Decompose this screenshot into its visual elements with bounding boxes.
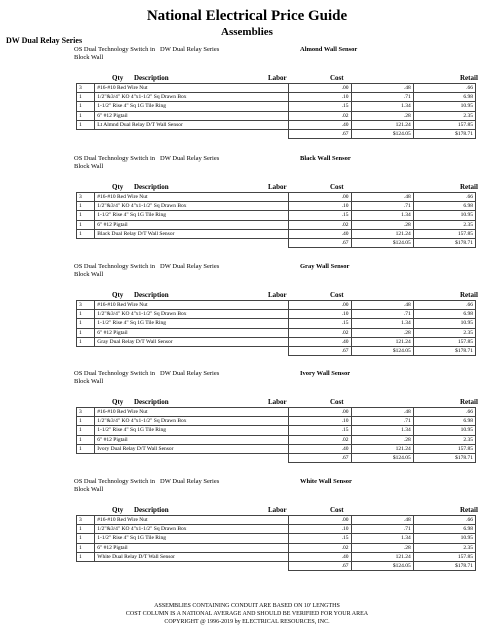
table-row bbox=[77, 301, 476, 310]
cell-labor: .15 bbox=[289, 319, 351, 328]
table-row bbox=[77, 220, 476, 229]
cell-labor: .40 bbox=[289, 337, 351, 346]
cell-cost: 121.24 bbox=[351, 120, 413, 129]
total-cost: $124.05 bbox=[351, 453, 413, 462]
total-labor: .67 bbox=[289, 561, 351, 570]
cell-cost: .28 bbox=[351, 435, 413, 444]
cell-labor: .15 bbox=[289, 534, 351, 543]
total-retail: $178.71 bbox=[413, 129, 475, 138]
cell-retail: 2.35 bbox=[413, 543, 475, 552]
column-header-qty: Qty bbox=[112, 398, 124, 406]
cell-cost: .48 bbox=[351, 408, 413, 417]
cell-cost: .28 bbox=[351, 111, 413, 120]
blank-cell bbox=[77, 238, 95, 247]
blank-cell bbox=[77, 346, 95, 355]
column-header-cost: Cost bbox=[330, 183, 344, 191]
cell-desc: #16-#10 Red Wire Nut bbox=[95, 408, 289, 417]
cell-cost: .71 bbox=[351, 417, 413, 426]
column-header-cost: Cost bbox=[330, 74, 344, 82]
cell-retail: .66 bbox=[413, 193, 475, 202]
cell-qty: 3 bbox=[77, 84, 95, 93]
column-header-cost: Cost bbox=[330, 398, 344, 406]
sensor-label: Ivory Wall Sensor bbox=[300, 370, 351, 377]
cell-qty: 3 bbox=[77, 301, 95, 310]
cell-labor: .00 bbox=[289, 516, 351, 525]
cell-labor: .02 bbox=[289, 111, 351, 120]
cell-cost: .48 bbox=[351, 301, 413, 310]
column-header-description: Description bbox=[134, 291, 169, 299]
column-header-qty: Qty bbox=[112, 183, 124, 191]
column-header-description: Description bbox=[134, 506, 169, 514]
cell-desc: 1/2"&3/4" KO 4"x1-1/2" Sq Drawn Box bbox=[95, 93, 289, 102]
series-label: DW Dual Relay Series bbox=[6, 36, 83, 45]
footer-line-3: COPYRIGHT @ 1996-2019 by ELECTRICAL RESOURCES, INC. bbox=[164, 619, 330, 625]
cell-labor: .02 bbox=[289, 435, 351, 444]
column-header-retail: Retail bbox=[460, 74, 478, 82]
table-row bbox=[77, 229, 476, 238]
relay-label: DW Dual Relay Series bbox=[160, 370, 220, 377]
cell-qty: 1 bbox=[77, 543, 95, 552]
cell-cost: .28 bbox=[351, 328, 413, 337]
total-row bbox=[77, 561, 476, 570]
total-retail: $178.71 bbox=[413, 561, 475, 570]
cell-desc: 1-1/2" Rise 4" Sq 1G Tile Ring bbox=[95, 102, 289, 111]
cell-cost: .48 bbox=[351, 193, 413, 202]
assembly-table bbox=[76, 300, 476, 356]
column-header-description: Description bbox=[134, 398, 169, 406]
table-row bbox=[77, 211, 476, 220]
cell-cost: 121.24 bbox=[351, 337, 413, 346]
cell-qty: 1 bbox=[77, 337, 95, 346]
cell-retail: 6.98 bbox=[413, 93, 475, 102]
table-row bbox=[77, 111, 476, 120]
total-row bbox=[77, 129, 476, 138]
column-header-qty: Qty bbox=[112, 291, 124, 299]
column-header-cost: Cost bbox=[330, 506, 344, 514]
cell-retail: 2.35 bbox=[413, 220, 475, 229]
cell-desc: #16-#10 Red Wire Nut bbox=[95, 84, 289, 93]
cell-labor: .02 bbox=[289, 543, 351, 552]
cell-cost: .71 bbox=[351, 525, 413, 534]
cell-retail: .66 bbox=[413, 301, 475, 310]
cell-qty: 1 bbox=[77, 202, 95, 211]
column-header-labor: Labor bbox=[268, 74, 287, 82]
table-row bbox=[77, 337, 476, 346]
total-cost: $124.05 bbox=[351, 129, 413, 138]
cell-desc: 6" #12 Pigtail bbox=[95, 111, 289, 120]
blank-cell bbox=[77, 129, 95, 138]
cell-retail: 157.85 bbox=[413, 229, 475, 238]
cell-cost: 1.34 bbox=[351, 534, 413, 543]
cell-qty: 1 bbox=[77, 328, 95, 337]
column-header-retail: Retail bbox=[460, 398, 478, 406]
total-row bbox=[77, 238, 476, 247]
table-row bbox=[77, 444, 476, 453]
blank-cell bbox=[95, 129, 289, 138]
cell-desc: 1-1/2" Rise 4" Sq 1G Tile Ring bbox=[95, 211, 289, 220]
cell-qty: 1 bbox=[77, 102, 95, 111]
table-row bbox=[77, 193, 476, 202]
column-header-labor: Labor bbox=[268, 398, 287, 406]
relay-label: DW Dual Relay Series bbox=[160, 263, 220, 270]
blank-cell bbox=[77, 561, 95, 570]
table-row bbox=[77, 417, 476, 426]
column-header-qty: Qty bbox=[112, 506, 124, 514]
footer bbox=[0, 602, 494, 626]
page-title: National Electrical Price Guide bbox=[146, 8, 348, 24]
table-row bbox=[77, 102, 476, 111]
cell-cost: 1.34 bbox=[351, 211, 413, 220]
cell-cost: .48 bbox=[351, 516, 413, 525]
cell-retail: 157.85 bbox=[413, 552, 475, 561]
cell-retail: 2.35 bbox=[413, 111, 475, 120]
assembly-table bbox=[76, 515, 476, 571]
cell-labor: .15 bbox=[289, 211, 351, 220]
total-retail: $178.71 bbox=[413, 238, 475, 247]
sensor-label: White Wall Sensor bbox=[300, 478, 352, 485]
cell-cost: .71 bbox=[351, 310, 413, 319]
cell-retail: 10.95 bbox=[413, 319, 475, 328]
cell-cost: .28 bbox=[351, 220, 413, 229]
total-labor: .67 bbox=[289, 453, 351, 462]
cell-labor: .10 bbox=[289, 202, 351, 211]
cell-cost: 1.34 bbox=[351, 319, 413, 328]
table-row bbox=[77, 525, 476, 534]
cell-qty: 1 bbox=[77, 310, 95, 319]
cell-retail: 6.98 bbox=[413, 202, 475, 211]
column-header-retail: Retail bbox=[460, 183, 478, 191]
page-subtitle: Assemblies bbox=[221, 26, 273, 38]
column-header-description: Description bbox=[134, 74, 169, 82]
cell-labor: .10 bbox=[289, 93, 351, 102]
cell-qty: 1 bbox=[77, 525, 95, 534]
table-row bbox=[77, 310, 476, 319]
blank-cell bbox=[95, 238, 289, 247]
cell-labor: .10 bbox=[289, 525, 351, 534]
cell-retail: 6.98 bbox=[413, 310, 475, 319]
cell-qty: 1 bbox=[77, 220, 95, 229]
relay-label: DW Dual Relay Series bbox=[160, 478, 220, 485]
table-row bbox=[77, 516, 476, 525]
cell-desc: #16-#10 Red Wire Nut bbox=[95, 193, 289, 202]
total-row bbox=[77, 346, 476, 355]
cell-desc: 1/2"&3/4" KO 4"x1-1/2" Sq Drawn Box bbox=[95, 525, 289, 534]
total-retail: $178.71 bbox=[413, 453, 475, 462]
cell-qty: 1 bbox=[77, 417, 95, 426]
cell-qty: 1 bbox=[77, 211, 95, 220]
relay-label: DW Dual Relay Series bbox=[160, 155, 220, 162]
cell-qty: 1 bbox=[77, 229, 95, 238]
cell-labor: .40 bbox=[289, 229, 351, 238]
cell-cost: 121.24 bbox=[351, 552, 413, 561]
cell-desc: 1/2"&3/4" KO 4"x1-1/2" Sq Drawn Box bbox=[95, 310, 289, 319]
cell-retail: .66 bbox=[413, 408, 475, 417]
cell-retail: 10.95 bbox=[413, 211, 475, 220]
relay-label: DW Dual Relay Series bbox=[160, 46, 220, 53]
cell-retail: 10.95 bbox=[413, 102, 475, 111]
cell-desc: 6" #12 Pigtail bbox=[95, 543, 289, 552]
cell-qty: 1 bbox=[77, 120, 95, 129]
cell-desc: 1-1/2" Rise 4" Sq 1G Tile Ring bbox=[95, 319, 289, 328]
column-header-labor: Labor bbox=[268, 291, 287, 299]
cell-cost: 121.24 bbox=[351, 229, 413, 238]
cell-desc: White Dual Relay D/T Wall Sensor bbox=[95, 552, 289, 561]
cell-retail: 2.35 bbox=[413, 328, 475, 337]
column-header-cost: Cost bbox=[330, 291, 344, 299]
cell-cost: .71 bbox=[351, 202, 413, 211]
cell-labor: .40 bbox=[289, 552, 351, 561]
cell-labor: .02 bbox=[289, 328, 351, 337]
cell-retail: 157.85 bbox=[413, 444, 475, 453]
cell-desc: #16-#10 Red Wire Nut bbox=[95, 301, 289, 310]
table-row bbox=[77, 543, 476, 552]
cell-retail: .66 bbox=[413, 84, 475, 93]
cell-labor: .00 bbox=[289, 84, 351, 93]
cell-qty: 1 bbox=[77, 444, 95, 453]
cell-desc: 6" #12 Pigtail bbox=[95, 328, 289, 337]
cell-retail: 2.35 bbox=[413, 435, 475, 444]
cell-qty: 3 bbox=[77, 516, 95, 525]
cell-retail: 6.98 bbox=[413, 417, 475, 426]
cell-cost: 1.34 bbox=[351, 426, 413, 435]
cell-cost: 121.24 bbox=[351, 444, 413, 453]
table-row bbox=[77, 552, 476, 561]
cell-desc: 6" #12 Pigtail bbox=[95, 220, 289, 229]
blank-cell bbox=[95, 453, 289, 462]
cell-labor: .15 bbox=[289, 102, 351, 111]
cell-qty: 1 bbox=[77, 435, 95, 444]
total-cost: $124.05 bbox=[351, 561, 413, 570]
column-header-labor: Labor bbox=[268, 183, 287, 191]
table-row bbox=[77, 84, 476, 93]
total-cost: $124.05 bbox=[351, 238, 413, 247]
total-retail: $178.71 bbox=[413, 346, 475, 355]
cell-retail: 10.95 bbox=[413, 426, 475, 435]
cell-labor: .00 bbox=[289, 408, 351, 417]
cell-desc: 6" #12 Pigtail bbox=[95, 435, 289, 444]
cell-desc: Ivory Dual Relay D/T Wall Sensor bbox=[95, 444, 289, 453]
assembly-table bbox=[76, 83, 476, 139]
cell-cost: .28 bbox=[351, 543, 413, 552]
switch-label: OS Dual Technology Switch in Block Wall bbox=[74, 263, 156, 278]
cell-qty: 1 bbox=[77, 534, 95, 543]
table-row bbox=[77, 435, 476, 444]
switch-label: OS Dual Technology Switch in Block Wall bbox=[74, 155, 156, 170]
cell-qty: 3 bbox=[77, 408, 95, 417]
cell-qty: 3 bbox=[77, 193, 95, 202]
cell-labor: .40 bbox=[289, 444, 351, 453]
assembly-table bbox=[76, 192, 476, 248]
cell-labor: .40 bbox=[289, 120, 351, 129]
cell-qty: 1 bbox=[77, 552, 95, 561]
cell-cost: .48 bbox=[351, 84, 413, 93]
total-row bbox=[77, 453, 476, 462]
total-labor: .67 bbox=[289, 129, 351, 138]
sensor-label: Black Wall Sensor bbox=[300, 155, 351, 162]
table-row bbox=[77, 426, 476, 435]
column-header-labor: Labor bbox=[268, 506, 287, 514]
blank-cell bbox=[77, 453, 95, 462]
cell-labor: .10 bbox=[289, 310, 351, 319]
table-row bbox=[77, 93, 476, 102]
cell-retail: 157.85 bbox=[413, 337, 475, 346]
table-row bbox=[77, 202, 476, 211]
cell-desc: 1-1/2" Rise 4" Sq 1G Tile Ring bbox=[95, 534, 289, 543]
cell-desc: 1/2"&3/4" KO 4"x1-1/2" Sq Drawn Box bbox=[95, 417, 289, 426]
cell-cost: .71 bbox=[351, 93, 413, 102]
column-header-description: Description bbox=[134, 183, 169, 191]
cell-desc: 1-1/2" Rise 4" Sq 1G Tile Ring bbox=[95, 426, 289, 435]
assembly-table bbox=[76, 407, 476, 463]
footer-line-2: COST COLUMN IS A NATIONAL AVERAGE AND SHOULD BE VERIFIED FOR YOUR AREA bbox=[125, 611, 369, 617]
column-header-retail: Retail bbox=[460, 291, 478, 299]
cell-qty: 1 bbox=[77, 111, 95, 120]
cell-labor: .10 bbox=[289, 417, 351, 426]
cell-desc: Black Dual Relay D/T Wall Sensor bbox=[95, 229, 289, 238]
table-row bbox=[77, 408, 476, 417]
table-row bbox=[77, 120, 476, 129]
sensor-label: Gray Wall Sensor bbox=[300, 263, 350, 270]
cell-labor: .00 bbox=[289, 301, 351, 310]
cell-desc: #16-#10 Red Wire Nut bbox=[95, 516, 289, 525]
cell-labor: .00 bbox=[289, 193, 351, 202]
cell-desc: Gray Dual Relay D/T Wall Sensor bbox=[95, 337, 289, 346]
cell-qty: 1 bbox=[77, 319, 95, 328]
switch-label: OS Dual Technology Switch in Block Wall bbox=[74, 370, 156, 385]
blank-cell bbox=[95, 561, 289, 570]
total-cost: $124.05 bbox=[351, 346, 413, 355]
footer-line-1: ASSEMBLIES CONTAINING CONDUIT ARE BASED ON 10' LENGTHS bbox=[154, 603, 340, 609]
table-row bbox=[77, 319, 476, 328]
column-header-qty: Qty bbox=[112, 74, 124, 82]
table-row bbox=[77, 328, 476, 337]
table-row bbox=[77, 534, 476, 543]
cell-labor: .02 bbox=[289, 220, 351, 229]
cell-labor: .15 bbox=[289, 426, 351, 435]
column-header-retail: Retail bbox=[460, 506, 478, 514]
switch-label: OS Dual Technology Switch in Block Wall bbox=[74, 478, 156, 493]
cell-retail: 6.98 bbox=[413, 525, 475, 534]
blank-cell bbox=[95, 346, 289, 355]
cell-desc: Lt Almnd Dual Relay D/T Wall Sensor bbox=[95, 120, 289, 129]
cell-qty: 1 bbox=[77, 93, 95, 102]
total-labor: .67 bbox=[289, 238, 351, 247]
cell-retail: 10.95 bbox=[413, 534, 475, 543]
switch-label: OS Dual Technology Switch in Block Wall bbox=[74, 46, 156, 61]
cell-desc: 1/2"&3/4" KO 4"x1-1/2" Sq Drawn Box bbox=[95, 202, 289, 211]
cell-retail: .66 bbox=[413, 516, 475, 525]
cell-cost: 1.34 bbox=[351, 102, 413, 111]
cell-qty: 1 bbox=[77, 426, 95, 435]
sensor-label: Almond Wall Sensor bbox=[300, 46, 358, 53]
total-labor: .67 bbox=[289, 346, 351, 355]
cell-retail: 157.85 bbox=[413, 120, 475, 129]
